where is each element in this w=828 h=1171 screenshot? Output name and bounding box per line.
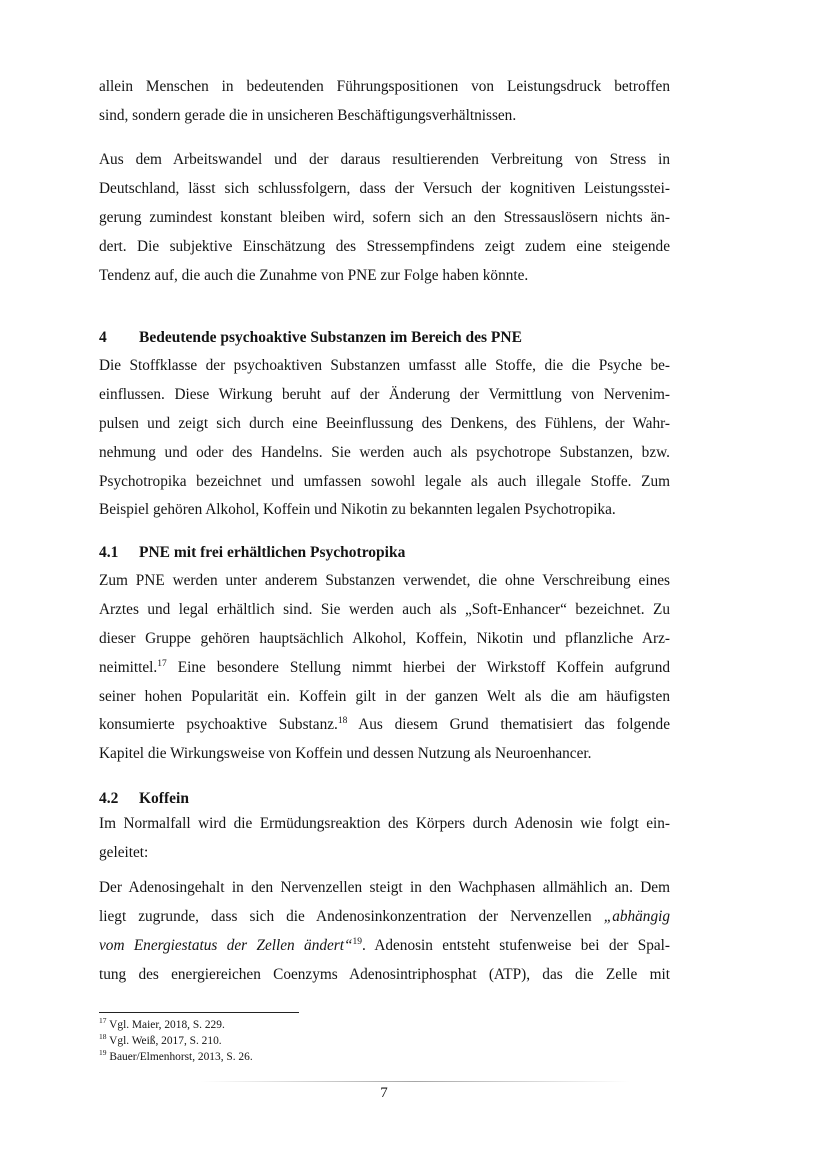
footnote-ref-19: 19	[352, 936, 362, 947]
text-line: Deutschland, lässt sich schlussfolgern, dass der Versuch der kognitiven Leistungsstei-	[99, 179, 670, 197]
text-line: sind, sondern gerade die in unsicheren Beschäftigungsverhältnissen.	[99, 106, 517, 124]
text-span: neimittel.	[99, 658, 158, 676]
footnote-number: 19	[99, 1048, 107, 1058]
section-heading-4	[99, 324, 670, 352]
section-heading-4-1	[99, 539, 670, 567]
paragraph-stress	[99, 146, 670, 290]
heading-title: PNE mit frei erhältlichen Psychotropika	[139, 544, 406, 561]
paragraph-substances	[99, 352, 670, 525]
footnote-ref-17: 17	[157, 658, 167, 669]
text-line: Im Normalfall wird die Ermüdungsreaktion des Körpers durch Adenosin wie folgt ein-	[99, 815, 670, 832]
footnote-text: Vgl. Maier, 2018, S. 229.	[106, 1019, 225, 1031]
text-line: gerung zumindest konstant bleiben wird, sofern sich an den Stressauslösern nichts än-	[99, 208, 670, 226]
text-line: dert. Die subjektive Einschätzung des Stressempfindens zeigt zudem eine steigende	[99, 237, 670, 255]
quote-text: „abhängig	[603, 907, 670, 925]
paragraph-intro	[99, 73, 670, 131]
heading-number: 4.2	[99, 790, 119, 807]
text-line: Kapitel die Wirkungsweise von Koffein und dessen Nutzung als Neuroenhancer.	[99, 745, 592, 763]
page-number: 7	[380, 1085, 388, 1101]
text-line: allein Menschen in bedeutenden Führungspositionen von Leistungsdruck betroffen	[99, 78, 670, 95]
text-line: pulsen und zeigt sich durch eine Beeinflussung des Denkens, des Fühlens, der Wahr-	[99, 414, 670, 432]
text-line	[99, 932, 670, 961]
footnote-number: 18	[99, 1032, 107, 1042]
text-span: Aus diesem Grund thematisiert das folgende	[347, 716, 670, 734]
section-heading-4-2	[99, 785, 670, 813]
footnote-text: Vgl. Weiß, 2017, S. 210.	[106, 1035, 222, 1047]
text-line: Zum PNE werden unter anderem Substanzen verwendet, die ohne Verschreibung eines	[99, 572, 670, 589]
text-span: konsumierte psychoaktive Substanz.	[99, 716, 338, 734]
footer-divider	[200, 1081, 630, 1082]
text-line: seiner hohen Popularität ein. Koffein gilt in der ganzen Welt als die am häufigsten	[99, 687, 670, 705]
text-line: dieser Gruppe gehören hauptsächlich Alkohol, Koffein, Nikotin und pflanzliche Arz-	[99, 629, 670, 647]
heading-title: Koffein	[139, 790, 189, 807]
text-line: einflussen. Diese Wirkung beruht auf der Änderung der Vermittlung von Nervenim-	[99, 385, 670, 403]
text-line: Die Stoffklasse der psychoaktiven Substanzen umfasst alle Stoffe, die die Psyche be-	[99, 357, 670, 374]
footnote-number: 17	[99, 1016, 107, 1026]
text-line: Aus dem Arbeitswandel und der daraus resultierenden Verbreitung von Stress in	[99, 151, 670, 168]
quote-text: vom Energiestatus der Zellen ändert“	[99, 936, 353, 954]
text-line	[99, 903, 670, 932]
footnote-18	[99, 1034, 222, 1050]
text-line: Psychotropika bezeichnet und umfassen sowohl legale als auch illegale Stoffe. Zum	[99, 472, 670, 490]
text-line: geleitet:	[99, 843, 149, 861]
footnote-text: Bauer/Elmenhorst, 2013, S. 26.	[106, 1051, 253, 1063]
footnote-ref-18: 18	[337, 716, 348, 727]
text-line: nehmung und oder des Handelns. Sie werden auch als psychotrope Substanzen, bzw.	[99, 443, 670, 461]
paragraph-adenosin-intro	[99, 810, 670, 868]
heading-number: 4.1	[99, 544, 119, 561]
footnote-19	[99, 1050, 253, 1066]
paragraph-adenosin	[99, 874, 670, 990]
text-line: Der Adenosingehalt in den Nervenzellen steigt in den Wachphasen allmählich an. Dem	[99, 879, 670, 896]
heading-title: Bedeutende psychoaktive Substanzen im Bereich des PNE	[139, 329, 522, 346]
text-line	[99, 654, 670, 683]
text-line: Arztes und legal erhältlich sind. Sie werden auch als „Soft-Enhancer“ bezeichnet. Zu	[99, 600, 670, 618]
text-line	[99, 711, 670, 740]
heading-number: 4	[99, 329, 107, 346]
text-span: liegt zugrunde, dass sich die Andenosinkonzentration der Nervenzellen	[99, 907, 604, 925]
text-line: Tendenz auf, die auch die Zunahme von PNE zur Folge haben könnte.	[99, 266, 529, 284]
footnote-separator	[99, 1012, 299, 1013]
text-line: tung des energiereichen Coenzyms Adenosintriphosphat (ATP), das die Zelle mit	[99, 965, 670, 983]
text-line: Beispiel gehören Alkohol, Koffein und Nikotin zu bekannten legalen Psychotropika.	[99, 501, 616, 519]
paragraph-soft-enhancer	[99, 567, 670, 769]
footnote-17	[99, 1018, 225, 1034]
text-span: Eine besondere Stellung nimmt hierbei der Wirkstoff Koffein aufgrund	[166, 658, 670, 676]
text-span: . Adenosin entsteht stufenweise bei der Spal-	[362, 936, 670, 954]
